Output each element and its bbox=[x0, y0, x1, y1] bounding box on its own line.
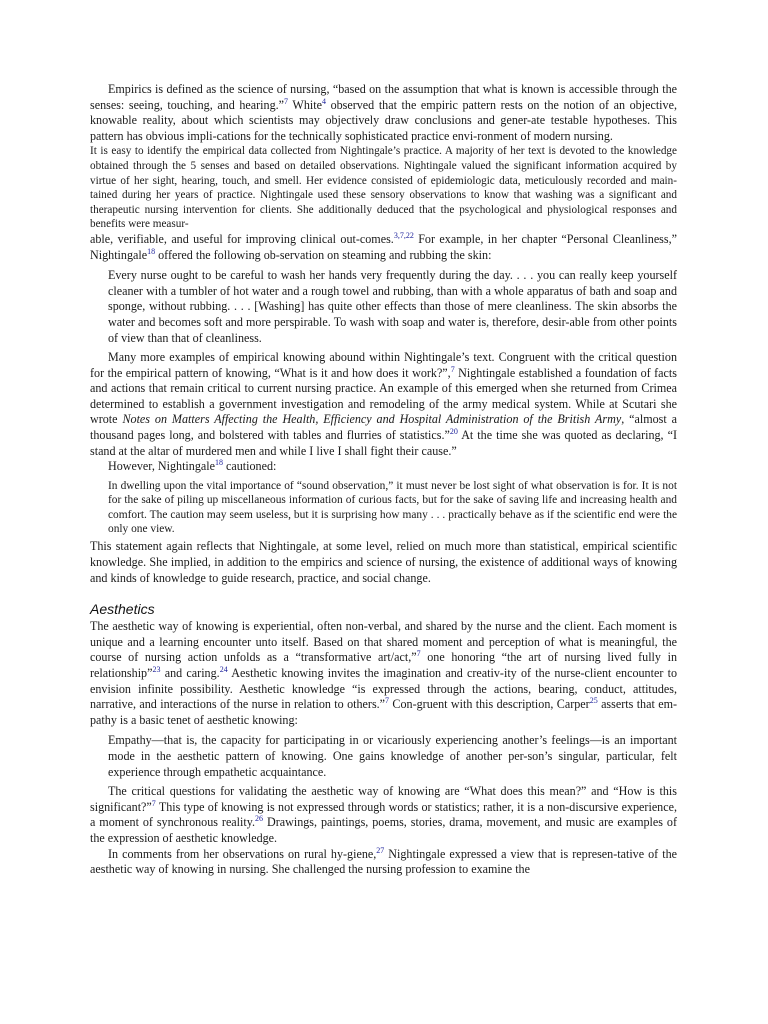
citation-link[interactable]: 27 bbox=[376, 845, 385, 855]
paragraph-rural-hygiene: In comments from her observations on rural hy-giene,$^{27}$ Nightingale expressed a view that is represen-tative of the aesthetic way of knowing in nursing. She challenged the nursing profession to examine the bbox=[90, 845, 677, 877]
citation-link[interactable]: 7 bbox=[284, 96, 289, 106]
citation-link[interactable]: 25 bbox=[589, 696, 598, 706]
block-quote-empathy: Empathy—that is, the capacity for participating in or vicariously experiencing another’s feelings—is an important mode in the aesthetic pattern of knowing. One gains knowledge of another per-son’s singular, particular, felt experience through empathetic acquaintance. bbox=[108, 733, 677, 779]
citation-link[interactable]: 26 bbox=[255, 814, 264, 824]
citation-link[interactable]: 24 bbox=[219, 665, 228, 674]
citation-link[interactable]: 7 bbox=[450, 364, 455, 374]
citation-link[interactable]: 7 bbox=[416, 649, 421, 659]
paragraph-statement-reflects: This statement again reflects that Nightingale, at some level, relied on much more than statistical, empirical scientific knowledge. She implied, in addition to the empirics and science of nursing, the existence of additional ways of knowing and kinds of knowledge to guide research, practice, and social change. bbox=[90, 539, 677, 585]
block-quote-washing: Every nurse ought to be careful to wash her hands very frequently during the day. . . . you can really keep yourself cleaner with a tumbler of hot water and a rough towel and rubbing, than with a whole apparatus of bath and soap and sponge, without rubbing. . . . [Washing] has quite other effects than those of mere cleanliness. The skin absorbs the water and becomes soft and more perspirable. To wash with soap and water is, therefore, desir-able from other points of view than that of cleanliness. bbox=[108, 268, 677, 345]
citation-link[interactable]: 20 bbox=[449, 427, 458, 437]
paragraph-personal-cleanliness: able, verifiable, and useful for improving clinical out-comes.$^{3,7,22}$ For example, in her chapter “Personal Cleanliness,” Nightingale$^{18}$ offered the following ob-servation on steaming and rubbing the skin: bbox=[90, 230, 677, 262]
paragraph-aesthetic-knowing: The aesthetic way of knowing is experiential, often non-verbal, and shared by the nurse and the client. Each moment is unique and a learning encounter unto itself. Based on that shared moment and perception of what is meaningful, the course of nursing action unfolds as a “transformative art/act,”$^7$ one honoring “the art of nursing lived fully in relationship”$^{23}$ and caring.$^{24}$ Aesthetic knowing invites the imagination and creativ-ity of the nurse-client encounter to envision infinite possibility. Aesthetic knowledge “is expressed through the actions, bearing, conduct, attitudes, narrative, and interactions of the nurse in relation to others.”$^7$ Con-gruent with this description, Carper$^{25}$ asserts that em-pathy is a basic tenet of aesthetic knowing: bbox=[90, 619, 678, 727]
paragraph-empirics-definition: Empirics is defined as the science of nursing, “based on the assumption that what is known is accessible through the senses: seeing, touching, and hearing.”$^7$ White$^4$ observed that the empiric pattern rests on the notion of an objective, knowable reality, about which scientists may objectively draw conclusions and gener-ate testable hypotheses. This pattern has obvious impli-cations for the technically sophisticated practice envi-ronment of modern nursing. bbox=[90, 82, 677, 143]
book-title: Notes on Matters Affecting the Health, Efficiency and Hospital Administration of the British Army bbox=[122, 412, 622, 427]
citation-link[interactable]: 23 bbox=[152, 665, 161, 674]
citation-link[interactable]: 4 bbox=[321, 96, 326, 106]
block-quote-observation: In dwelling upon the vital importance of “sound observation,” it must never be lost sight of what observation is for. It is not for the sake of piling up miscellaneous information of curious facts, but for the sake of saving life and increasing health and comfort. The caution may seem useless, but it is surprising how many . . . practically behave as if the scientific end were the only one view. bbox=[108, 479, 677, 536]
article-page bbox=[90, 82, 677, 878]
paragraph-empirical-data: It is easy to identify the empirical data collected from Nightingale’s practice. A majority of her text is devoted to the knowledge obtained through the 5 senses and based on detailed observations. Nightingale valued the significant information acquired by virtue of her sight, hearing, touch, and smell. Her evidence consisted of epidemiologic data, meticulously recorded and main- tained during her years of practice. Nightingale used these sensory observations to know that washing was a significant and therapeutic nursing intervention for clients. She additionally deduced that the psychological and physiological responses and benefits were measur- bbox=[90, 145, 677, 231]
citation-link[interactable]: 3,7,22 bbox=[393, 230, 414, 240]
citation-link[interactable]: 18 bbox=[147, 246, 156, 256]
paragraph-caution-intro: However, Nightingale$^{18}$ cautioned: bbox=[108, 458, 277, 474]
citation-link[interactable]: 7 bbox=[385, 696, 390, 706]
citation-link[interactable]: 18 bbox=[214, 458, 223, 468]
section-heading-aesthetics: Aesthetics bbox=[90, 601, 155, 618]
paragraph-critical-questions: The critical questions for validating the aesthetic way of knowing are “What does this mean?” and “How is this significant?”$^7$ This type of knowing is not expressed through words or statistics; rather, it is a non-discursive experience, a moment of synchronous reality.$^{26}$ Drawings, paintings, poems, stories, drama, movement, and music are examples of the expression of aesthetic knowledge. bbox=[90, 784, 677, 845]
citation-link[interactable]: 7 bbox=[151, 798, 156, 808]
paragraph-empirical-examples: Many more examples of empirical knowing abound within Nightingale’s text. Congruent with the critical question for the empirical pattern of knowing, “What is it and how does it work?”,$^7$ Nightingale established a foundation of facts and actions that remain critical to current nursing practice. An example of this emerged when she returned from Crimea determined to establish a government investigation and remodeling of the army medical system. While at Scutari she wrote Notes on Matters Affecting the Health, Efficiency and Hospital Administration of the British Army, “almost a thousand pages long, and bolstered with tables and flurries of statistics.”$^{20}$ At the time she was quoted as declaring, “I stand at the altar of murdered men and while I live I shall fight their cause.” bbox=[90, 350, 677, 458]
